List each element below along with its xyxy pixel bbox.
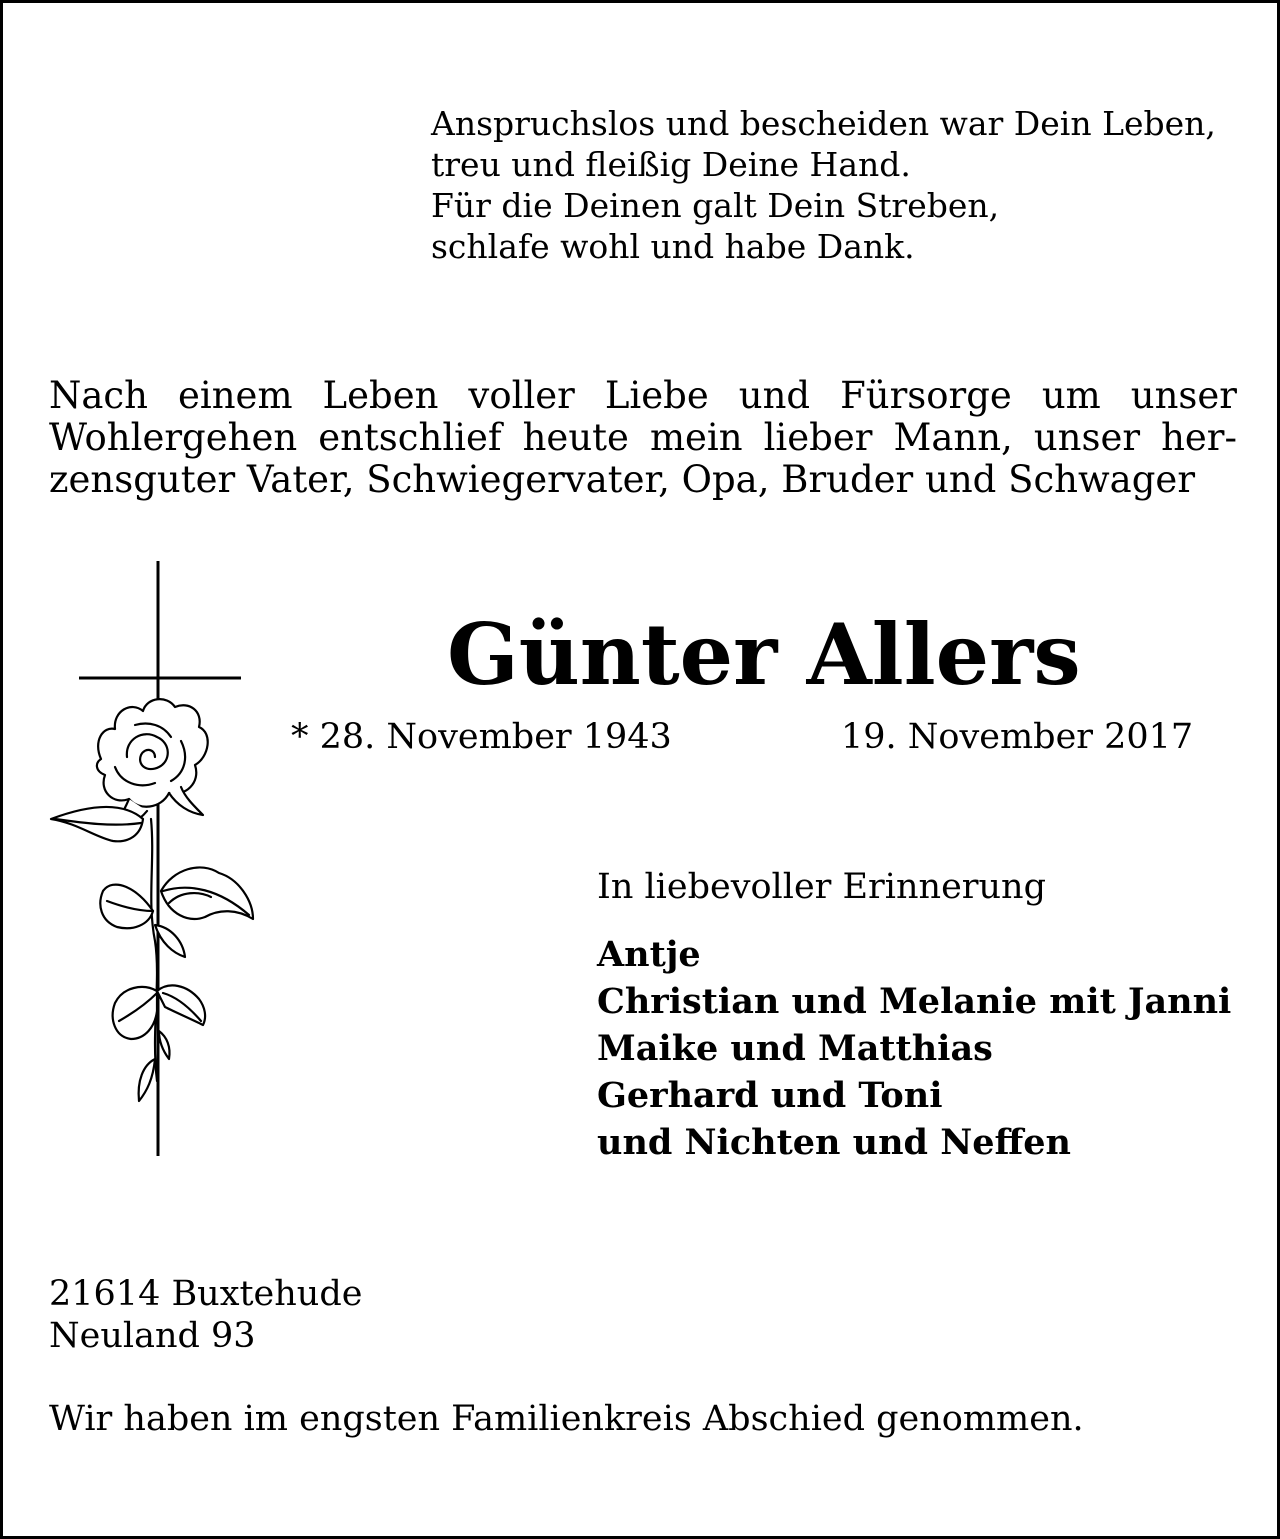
mourner-name: Antje (597, 934, 701, 975)
death-date: 19. November 2017 (841, 717, 1194, 757)
poem-line: Anspruchslos und bescheiden war Dein Leben, (431, 104, 1216, 143)
poem-line: treu und fleißig Deine Hand. (431, 145, 911, 184)
poem-line: schlafe wohl und habe Dank. (431, 227, 915, 266)
birth-date: * 28. November 1943 (291, 717, 672, 757)
closing-note: Wir haben im engsten Familienkreis Abschied genommen. (49, 1399, 1084, 1439)
intro-line: zensguter Vater, Schwiegervater, Opa, Bruder und Schwager (49, 458, 1196, 501)
mourners-list (597, 931, 1231, 1166)
mourner-name: Maike und Matthias (597, 1028, 993, 1069)
address-city: 21614 Buxtehude (49, 1274, 363, 1314)
mourner-name: und Nichten und Neffen (597, 1122, 1071, 1163)
cross-icon (79, 561, 241, 1156)
rose-icon (51, 699, 253, 1101)
address-block (49, 1273, 362, 1357)
address-street: Neuland 93 (49, 1316, 256, 1356)
remembrance-heading: In liebevoller Erinnerung (597, 867, 1047, 907)
mourner-name: Christian und Melanie mit Janni (597, 981, 1232, 1022)
deceased-name: Günter Allers (447, 605, 1081, 704)
mourner-name: Gerhard und Toni (597, 1075, 943, 1116)
intro-paragraph (49, 375, 1237, 501)
cross-rose-illustration (43, 561, 263, 1161)
poem-line: Für die Deinen galt Dein Streben, (431, 186, 1000, 225)
intro-line: Wohlergehen entschlief heute mein lieber Mann, unser her- (49, 416, 1237, 459)
poem (431, 103, 1251, 267)
intro-line: Nach einem Leben voller Liebe und Fürsorge um unser (49, 374, 1237, 417)
